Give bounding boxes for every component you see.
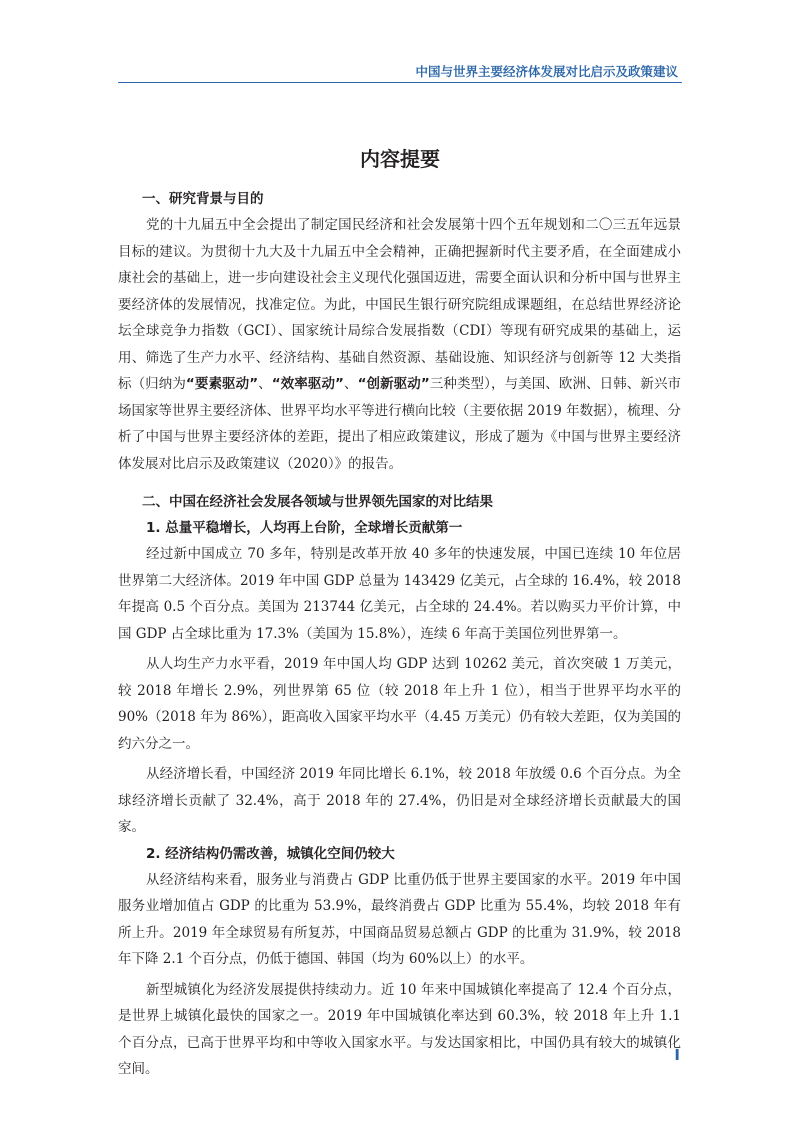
page-title: 内容提要 (360, 147, 440, 171)
document-body (118, 186, 681, 1083)
paragraph-economic-growth: 从经济增长看，中国经济 2019 年同比增长 6.1%，较 2018 年放缓 0.6 个百分点。为全球经济增长贡献了 32.4%，高于 2018 年的 27.4%，仍旧是对全球经济增长贡献最大的国家。 (118, 766, 681, 835)
page-number: I (674, 1046, 680, 1064)
emphasis-factor-driven: “要素驱动” (185, 376, 259, 392)
section-heading-background: 一、研究背景与目的 (142, 191, 264, 207)
subheading-total-growth: 1. 总量平稳增长，人均再上台阶，全球增长贡献第一 (146, 520, 463, 536)
header-rule (118, 82, 682, 83)
paragraph-gdp-per-capita: 从人均生产力水平看，2019 年中国人均 GDP 达到 10262 美元，首次突破 1 万美元，较 2018 年增长 2.9%，列世界第 65 位（较 2018 年上升 1 位），相当于世界平均水平的 90%（2018 年为 86%），距高收入国家平均水平（4.45 万美元）仍有较大差距，仅为美国的约六分之一。 (118, 656, 681, 752)
paragraph-economic-structure: 从经济结构来看，服务业与消费占 GDP 比重仍低于世界主要国家的水平。2019 年中国服务业增加值占 GDP 的比重为 53.9%，最终消费占 GDP 比重为 55.4%，均较 2018 年有所上升。2019 年全球贸易有所复苏，中国商品贸易总额占 GDP 的比重为 31.9%，较 2018 年下降 2.1 个百分点，仍低于德国、韩国（均为 60%以上）的水平。 (118, 871, 681, 967)
emphasis-efficiency-driven: “效率驱动” (271, 376, 344, 392)
paragraph-gdp-total: 经过新中国成立 70 多年，特别是改革开放 40 多年的快速发展，中国已连续 10 年位居世界第二大经济体。2019 年中国 GDP 总量为 143429 亿美元，占全球的 16.4%，较 2018 年提高 0.5 个百分点。美国为 213744 亿美元，占全球的 24.4%。若以购买力平价计算，中国 GDP 占全球比重为 17.3%（美国为 15.8%），连续 6 年高于美国位列世界第一。 (118, 546, 681, 642)
subheading-economic-structure: 2. 经济结构仍需改善，城镇化空间仍较大 (146, 845, 395, 862)
emphasis-innovation-driven: “创新驱动” (357, 376, 430, 392)
section-heading-comparison: 二、中国在经济社会发展各领域与世界领先国家的对比结果 (142, 494, 493, 510)
paragraph-urbanization: 新型城镇化为经济发展提供持续动力。近 10 年来中国城镇化率提高了 12.4 个百分点，是世界上城镇化最快的国家之一。2019 年中国城镇化率达到 60.3%，较 2018 年上升 1.1 个百分点，已高于世界平均和中等收入国家水平。与发达国家相比，中国仍具有较大的城镇化空间。 (118, 981, 681, 1077)
running-header-title: 中国与世界主要经济体发展对比启示及政策建议 (415, 64, 678, 79)
paragraph-background: 党的十九届五中全会提出了制定国民经济和社会发展第十四个五年规划和二〇三五年远景目标的建议。为贯彻十九大及十九届五中全会精神，正确把握新时代主要矛盾，在全面建成小康社会的基础上，进一步向建设社会主义现代化强国迈进，需要全面认识和分析中国与世界主要经济体的发展情况，找准定位。为此，中国民生银行研究院组成课题组，在总结世界经济论坛全球竞争力指数（GCI）、国家统计局综合发展指数（CDI）等现有研究成果的基础上，运用、筛选了生产力水平、经济结构、基础自然资源、基础设施、知识经济与创新等 12 大类指标（归纳为“要素驱动”、“效率驱动”、“创新驱动”三种类型），与美国、欧洲、日韩、新兴市场国家等世界主要经济体、世界平均水平等进行横向比较（主要依据 2019 年数据），梳理、分析了中国与世界主要经济体的差距，提出了相应政策建议，形成了题为《中国与世界主要经济体发展对比启示及政策建议（2020）》的报告。 (118, 217, 682, 472)
